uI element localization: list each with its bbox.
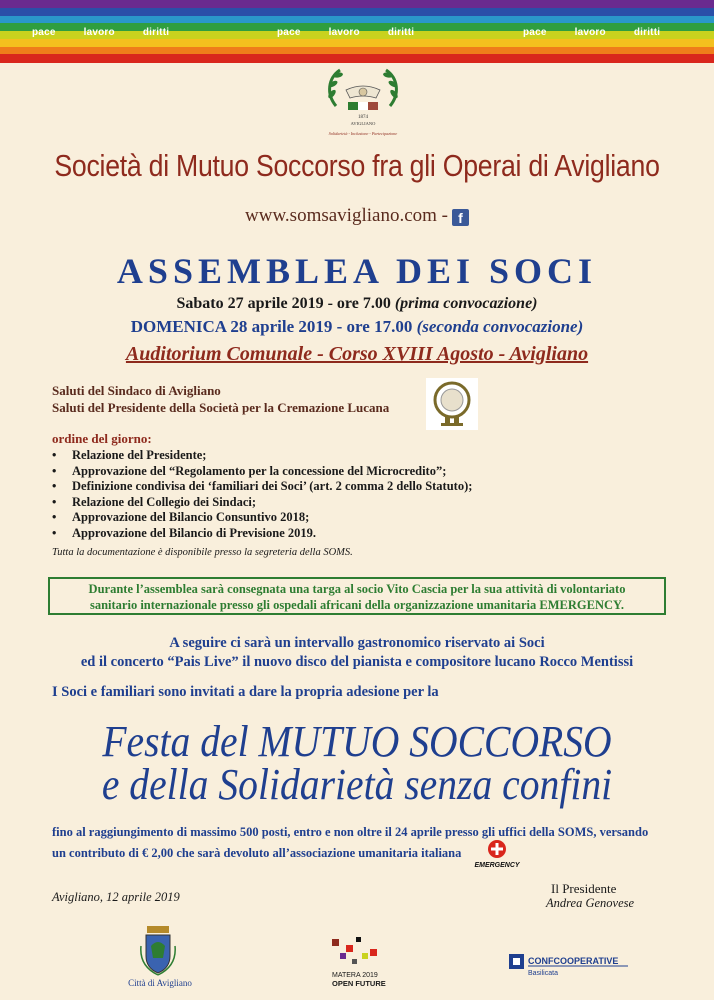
venue: Auditorium Comunale - Corso XVIII Agosto - Avigliano — [125, 343, 589, 365]
website-row — [0, 205, 714, 227]
bullet: • — [52, 463, 57, 478]
list-item — [52, 479, 572, 495]
facebook-icon[interactable]: f — [452, 209, 469, 226]
invite-text: I Soci e familiari sono invitati a dare la propria adesione per la — [52, 684, 439, 700]
confco-region: Basilicata — [528, 970, 558, 977]
second-date: DOMENICA 28 aprile 2019 - ore 17.00 — [130, 317, 413, 336]
logo-motto: Solidarietà - Inclusione - Partecipazione — [328, 131, 398, 136]
slogan-group — [277, 27, 414, 38]
slogan-peace: pace — [523, 27, 547, 38]
agenda-item-text: Approvazione del Bilancio di Previsione 2019. — [72, 525, 316, 540]
award-notice-box — [48, 577, 666, 615]
confco-name: CONFCOOPERATIVE — [528, 956, 619, 966]
slogan-peace: pace — [32, 27, 56, 38]
president-title: Il Presidente — [551, 881, 617, 896]
list-item — [52, 448, 572, 464]
list-item — [52, 464, 572, 480]
matera-2019-logo — [332, 935, 384, 975]
cremation-society-logo — [426, 378, 478, 430]
agenda-list — [52, 448, 572, 542]
registration-limit: fino al raggiungimento di massimo 500 posti, entro e non oltre il 24 aprile presso gli uffici della SOMS, versando — [52, 825, 649, 839]
matera-line: MATERA 2019 — [332, 972, 378, 979]
logo-place: AVIGLIANO — [350, 121, 376, 126]
slogan-work: lavoro — [328, 27, 360, 38]
second-convocation — [0, 317, 714, 337]
emergency-logo-text: EMERGENCY — [474, 862, 520, 869]
second-note: (seconda convocazione) — [416, 317, 584, 336]
agenda-item-text: Definizione condivisa dei ‘familiari dei Soci’ (art. 2 comma 2 dello Statuto); — [72, 479, 473, 494]
emergency-logo — [470, 838, 524, 870]
slogan-group — [32, 27, 169, 38]
agenda-title: ordine del giorno: — [52, 431, 152, 446]
documentation-note: Tutta la documentazione è disponibile presso la segreteria della SOMS. — [52, 547, 353, 558]
city-crest-logo — [139, 926, 177, 976]
first-date: Sabato 27 aprile 2019 - ore 7.00 — [176, 295, 391, 312]
festa-title-line: e della Solidarietà senza confini — [101, 760, 613, 809]
list-item — [52, 526, 572, 542]
rainbow-stripe — [0, 54, 714, 62]
president-name: Andrea Genovese — [546, 896, 635, 910]
greeting-president: Saluti del Presidente della Società per la Cremazione Lucana — [52, 400, 390, 415]
bullet: • — [52, 494, 57, 509]
after-line: ed il concerto “Pais Live” il nuovo disco del pianista e compositore lucano Rocco Mentissi — [80, 654, 634, 670]
slogan-rights: diritti — [633, 27, 661, 38]
first-convocation — [0, 295, 714, 313]
page-title: Società di Mutuo Soccorso fra gli Operai di Avigliano — [54, 148, 660, 183]
agenda-item-text: Approvazione del “Regolamento per la concessione del Microcredito”; — [72, 463, 447, 478]
confcooperative-logo — [509, 952, 629, 978]
list-item — [52, 495, 572, 511]
matera-label — [332, 972, 386, 988]
assembly-heading: ASSEMBLEA DEI SOCI — [116, 251, 598, 291]
slogan-work: lavoro — [574, 27, 606, 38]
slogan-group — [523, 27, 660, 38]
matera-line: OPEN FUTURE — [332, 979, 386, 988]
festa-title-line: Festa del MUTUO SOCCORSO — [102, 717, 612, 766]
website-link[interactable]: www.somsavigliano.com - — [245, 205, 448, 226]
bullet: • — [52, 479, 57, 494]
greeting-mayor: Saluti del Sindaco di Avigliano — [52, 383, 221, 398]
award-line: Durante l’assemblea sarà consegnata una targa al socio Vito Cascia per la sua attività di volontariato — [88, 582, 626, 596]
bullet: • — [52, 448, 57, 462]
bullet: • — [52, 525, 57, 540]
slogan-rights: diritti — [387, 27, 415, 38]
award-line: sanitario internazionale presso gli ospedali africani della organizzazione umanitaria EMERGENCY. — [89, 598, 625, 612]
slogan-work: lavoro — [83, 27, 115, 38]
first-note: (prima convocazione) — [394, 295, 538, 312]
bullet: • — [52, 510, 57, 525]
agenda-item-text: Relazione del Presidente; — [72, 448, 207, 462]
slogan-peace: pace — [277, 27, 301, 38]
place-date: Avigliano, 12 aprile 2019 — [52, 890, 180, 904]
logo-year: 1874 — [358, 115, 368, 120]
contribution-note: un contributo di € 2,00 che sarà devoluto all’associazione umanitaria italiana — [52, 846, 462, 860]
society-logo — [318, 64, 408, 144]
list-item — [52, 510, 572, 526]
after-line: A seguire ci sarà un intervallo gastronomico riservato ai Soci — [169, 635, 545, 651]
agenda-item-text: Approvazione del Bilancio Consuntivo 2018; — [72, 510, 310, 525]
rainbow-header — [0, 0, 714, 62]
crest-label: Città di Avigliano — [128, 978, 192, 988]
agenda-item-text: Relazione del Collegio dei Sindaci; — [72, 494, 257, 509]
slogan-rights: diritti — [142, 27, 170, 38]
